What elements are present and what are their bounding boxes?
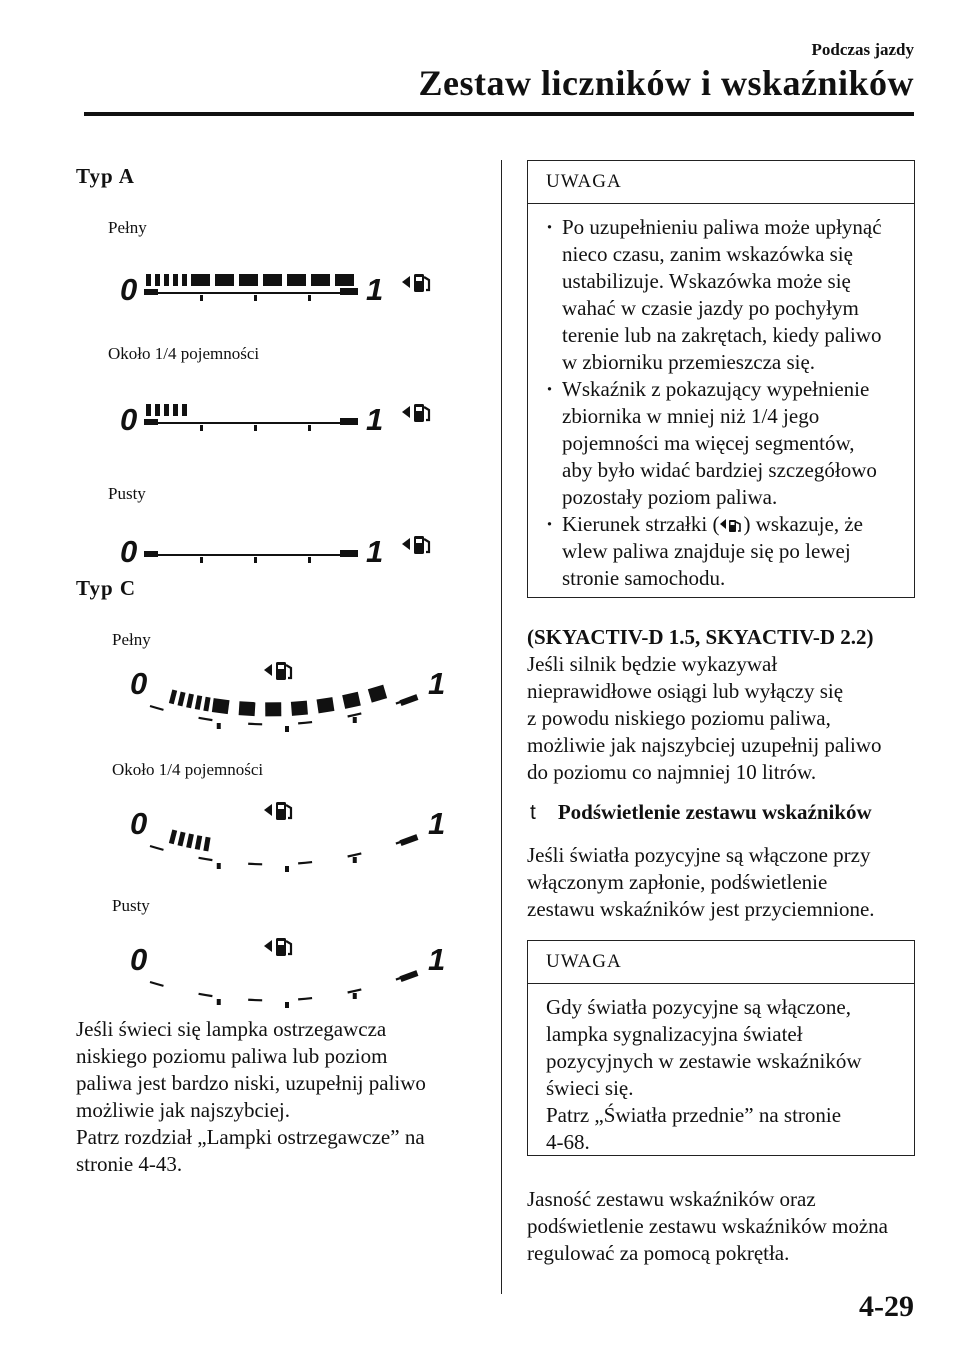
note-title: UWAGA — [528, 941, 914, 984]
gauge-baseline — [150, 970, 422, 1000]
fuel-pump-icon — [719, 514, 743, 534]
text-line: włączonym zapłonie, podświetlenie — [527, 870, 828, 894]
text-line: Jeśli światła pozycyjne są włączone przy — [527, 843, 871, 867]
gauge-full-mark — [340, 550, 358, 557]
gauge-tick — [308, 295, 311, 301]
bullet-line: ) wskazuje, że — [743, 512, 863, 536]
bullet-line: nieco czasu, zanim wskazówka się — [562, 242, 853, 266]
gauge-max-label: 1 — [366, 534, 384, 569]
text-line: możliwie jak najszybciej. — [76, 1098, 291, 1122]
gauge-segment — [287, 274, 306, 286]
text-line: stronie 4-43. — [76, 1152, 183, 1176]
bullet-line: terenie lub na zakrętach, kiedy paliwo — [562, 323, 882, 347]
text-line: z powodu niskiego poziomu paliwa, — [527, 706, 831, 730]
gauge-min-label: 0 — [130, 806, 148, 841]
note-bullet — [546, 214, 902, 376]
bullet-dot: · — [546, 512, 554, 536]
gauge-segment — [239, 701, 256, 716]
gauge-tick — [353, 717, 357, 723]
gauge-tick — [217, 863, 221, 869]
bullet-dot: · — [546, 377, 554, 401]
type-c-heading: Typ C — [76, 576, 137, 600]
note-bullet — [546, 511, 902, 592]
gauge-min-label: 0 — [130, 942, 148, 977]
type-a-heading: Typ A — [76, 164, 135, 188]
type-a-quarter-label: Około 1/4 pojemności — [108, 344, 260, 363]
type-a-full-label: Pełny — [108, 218, 147, 237]
gauge-tick — [353, 857, 357, 863]
gauge-tick — [285, 726, 289, 732]
note-box — [527, 940, 915, 1156]
bullet-line: ustabilizuje. Wskazówka może się — [562, 269, 851, 293]
gauge-tick — [308, 557, 311, 563]
bullet-line: pozostały poziom paliwa. — [562, 485, 778, 509]
gauge-segment — [177, 832, 185, 847]
gauge-tick — [285, 1002, 289, 1008]
gauge-segment — [291, 701, 308, 716]
text-line: paliwa jest bardzo niski, uzupełnij paliwo — [76, 1071, 426, 1095]
page-number: 4-29 — [859, 1290, 914, 1323]
type-c-quarter-label: Około 1/4 pojemności — [112, 760, 264, 779]
gauge-max-label: 1 — [366, 272, 384, 307]
type-a-empty-gauge — [110, 524, 470, 570]
fuel-pump-icon — [264, 662, 291, 680]
gauge-max-label: 1 — [366, 402, 384, 437]
gauge-segment — [212, 698, 230, 714]
fuel-pump-icon — [402, 274, 429, 292]
bullet-line: wahać w czasie jazdy po pochyłym — [562, 296, 859, 320]
gauge-segment — [317, 697, 335, 713]
bullet-line: zbiornika w mniej niż 1/4 jego — [562, 404, 820, 428]
text-line: podświetlenie zestawu wskaźników można — [527, 1214, 888, 1238]
gauge-empty-mark — [144, 289, 158, 295]
gauge-segment — [203, 837, 210, 852]
gauge-tick — [200, 557, 203, 563]
note-body — [528, 204, 914, 604]
gauge-segment — [164, 274, 169, 286]
gauge-segment — [146, 404, 151, 416]
fuel-pump-icon — [402, 404, 429, 422]
column-divider — [501, 160, 502, 1294]
section-heading: Podświetlenie zestawu wskaźników — [557, 800, 872, 824]
gauge-max-label: 1 — [428, 666, 446, 701]
gauge-max-label: 1 — [428, 942, 446, 977]
bullet-line: Wskaźnik z pokazujący wypełnienie — [562, 377, 870, 401]
text-line: Jasność zestawu wskaźników oraz — [527, 1187, 816, 1211]
bullet-line: w zbiorniku przemieszcza się. — [562, 350, 816, 374]
type-c-full-label: Pełny — [112, 630, 151, 649]
type-c-empty-gauge — [122, 934, 462, 1008]
note-body — [528, 984, 914, 1168]
text-line: nieprawidłowe osiągi lub wyłączy się — [527, 679, 844, 703]
gauge-segment — [164, 404, 169, 416]
gauge-empty-mark — [144, 551, 158, 557]
text-line: Jeśli silnik będzie wykazywał — [527, 652, 778, 676]
gauge-full-mark — [340, 418, 358, 425]
illumination-heading — [530, 800, 872, 825]
note-line: Gdy światła pozycyjne są włączone, — [546, 995, 851, 1019]
type-a-full-gauge — [110, 262, 470, 308]
gauge-min-label: 0 — [120, 534, 138, 569]
gauge-segment — [182, 274, 187, 286]
text-line: do poziomu co najmniej 10 litrów. — [527, 760, 817, 784]
gauge-segment — [146, 274, 151, 286]
gauge-tick — [308, 425, 311, 431]
gauge-segment — [182, 404, 187, 416]
gauge-tick — [200, 295, 203, 301]
gauge-segment — [169, 829, 177, 844]
gauge-segment — [311, 274, 330, 286]
text-line: zestawu wskaźników jest przyciemnione. — [527, 897, 875, 921]
fuel-pump-icon — [402, 536, 429, 554]
text-line: regulować za pomocą pokrętła. — [527, 1241, 790, 1265]
gauge-tick — [217, 723, 221, 729]
gauge-segment — [239, 274, 258, 286]
gauge-tick — [200, 425, 203, 431]
note-line: Patrz „Światła przednie” na stronie — [546, 1103, 842, 1127]
note-bullet — [546, 376, 902, 511]
gauge-tick — [353, 993, 357, 999]
gauge-segment — [203, 697, 210, 712]
gauge-segment — [173, 404, 178, 416]
bullet-line: stronie samochodu. — [562, 566, 726, 590]
fuel-pump-icon — [264, 938, 291, 956]
type-c-quarter-gauge — [122, 798, 462, 872]
brightness-paragraph — [527, 1186, 927, 1267]
gauge-segment — [195, 835, 203, 850]
gauge-full-mark — [340, 288, 358, 295]
text-line: możliwie jak najszybciej uzupełnij paliwo — [527, 733, 882, 757]
gauge-tick — [254, 295, 257, 301]
gauge-full-mark — [399, 834, 418, 846]
note-box — [527, 160, 915, 598]
bullet-line: wlew paliwa znajduje się po lewej — [562, 539, 851, 563]
page-title: Zestaw liczników i wskaźników — [418, 63, 914, 103]
type-c-empty-label: Pusty — [112, 896, 150, 915]
illumination-paragraph — [527, 842, 927, 923]
note-line: pozycyjnych w zestawie wskaźników — [546, 1049, 862, 1073]
gauge-tick — [217, 999, 221, 1005]
gauge-tick — [254, 557, 257, 563]
gauge-tick — [254, 425, 257, 431]
gauge-segment — [265, 702, 281, 716]
gauge-min-label: 0 — [120, 402, 138, 437]
type-a-empty-label: Pusty — [108, 484, 146, 503]
note-line: świeci się. — [546, 1076, 634, 1100]
text-line: niskiego poziomu paliwa lub poziom — [76, 1044, 388, 1068]
bullet-line: Po uzupełnieniu paliwa może upłynąć — [562, 215, 882, 239]
fuel-pump-icon — [264, 802, 291, 820]
gauge-tick — [285, 866, 289, 872]
type-a-quarter-gauge — [110, 392, 470, 438]
gauge-segment — [191, 274, 210, 286]
gauge-segment — [195, 695, 203, 710]
gauge-segment — [342, 692, 361, 709]
note-line: 4-68. — [546, 1130, 590, 1154]
gauge-segment — [215, 274, 234, 286]
gauge-empty-mark — [144, 419, 158, 425]
bullet-dot: · — [546, 215, 554, 239]
gauge-segment — [263, 274, 282, 286]
gauge-segment — [335, 274, 354, 286]
gauge-segment — [169, 689, 177, 704]
bullet-line: pojemności ma więcej segmentów, — [562, 431, 855, 455]
gauge-segment — [186, 693, 194, 708]
gauge-segment — [186, 833, 194, 848]
note-title: UWAGA — [528, 161, 914, 204]
text-line: Jeśli świeci się lampka ostrzegawcza — [76, 1017, 387, 1041]
text-line: Patrz rozdział „Lampki ostrzegawcze” na — [76, 1125, 425, 1149]
gauge-segment — [173, 274, 178, 286]
gauge-segment — [368, 685, 387, 703]
gauge-segment — [155, 274, 160, 286]
skyactiv-section — [527, 624, 927, 786]
section-heading: (SKYACTIV-D 1.5, SKYACTIV-D 2.2) — [527, 625, 874, 649]
bullet-line-with-icon — [562, 511, 902, 538]
note-line: lampka sygnalizacyjna świateł — [546, 1022, 803, 1046]
gauge-segment — [155, 404, 160, 416]
gauge-full-mark — [399, 694, 418, 706]
header-section: Podczas jazdy — [811, 40, 914, 59]
gauge-min-label: 0 — [120, 272, 138, 307]
section-bullet-icon: t — [530, 801, 536, 824]
gauge-segment — [177, 692, 185, 707]
gauge-min-label: 0 — [130, 666, 148, 701]
gauge-full-mark — [399, 970, 418, 982]
header-rule — [84, 112, 914, 116]
bullet-line: Kierunek strzałki ( — [562, 512, 720, 536]
gauge-max-label: 1 — [428, 806, 446, 841]
bullet-line: aby było widać bardziej szczegółowo — [562, 458, 877, 482]
type-c-full-gauge — [122, 658, 462, 732]
low-fuel-paragraph — [76, 1016, 486, 1178]
